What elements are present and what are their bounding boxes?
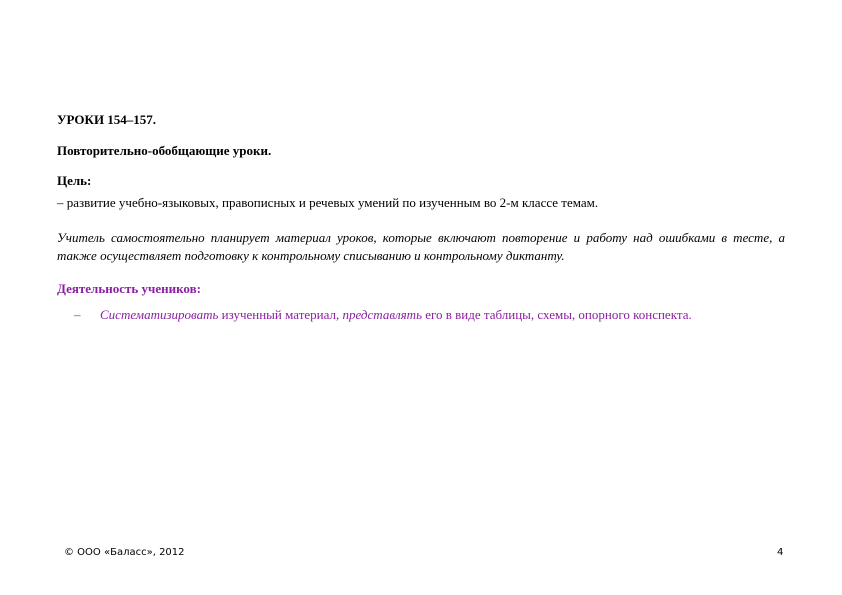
document-content — [57, 112, 785, 323]
lesson-subtitle: Повторительно-обобщающие уроки. — [57, 143, 272, 158]
footer-copyright: © ООО «Баласс», 2012 — [64, 547, 185, 558]
goal-text: – развитие учебно-языковых, правописных и речевых умений по изученным во 2-м классе темам. — [57, 195, 599, 210]
activity-text-2: его в виде таблицы, схемы, опорного конспекта. — [421, 307, 692, 322]
footer-page-number: 4 — [777, 547, 784, 558]
activity-verb-systematize: Систематизировать — [100, 307, 219, 322]
goal-label: Цель: — [57, 173, 92, 188]
activity-text-1: изученный материал, — [218, 307, 343, 322]
activity-label: Деятельность учеников: — [57, 281, 201, 296]
activity-item — [57, 307, 785, 323]
activity-verb-represent: представлять — [342, 307, 422, 322]
activity-dash: – — [74, 307, 81, 322]
teacher-note: Учитель самостоятельно планирует материал уроков, которые включают повторение и работу над ошибками в тесте, а также осуществляет подготовку к контрольному списыванию и контрольному диктанту. — [57, 230, 785, 263]
lesson-title: УРОКИ 154–157. — [57, 112, 157, 127]
